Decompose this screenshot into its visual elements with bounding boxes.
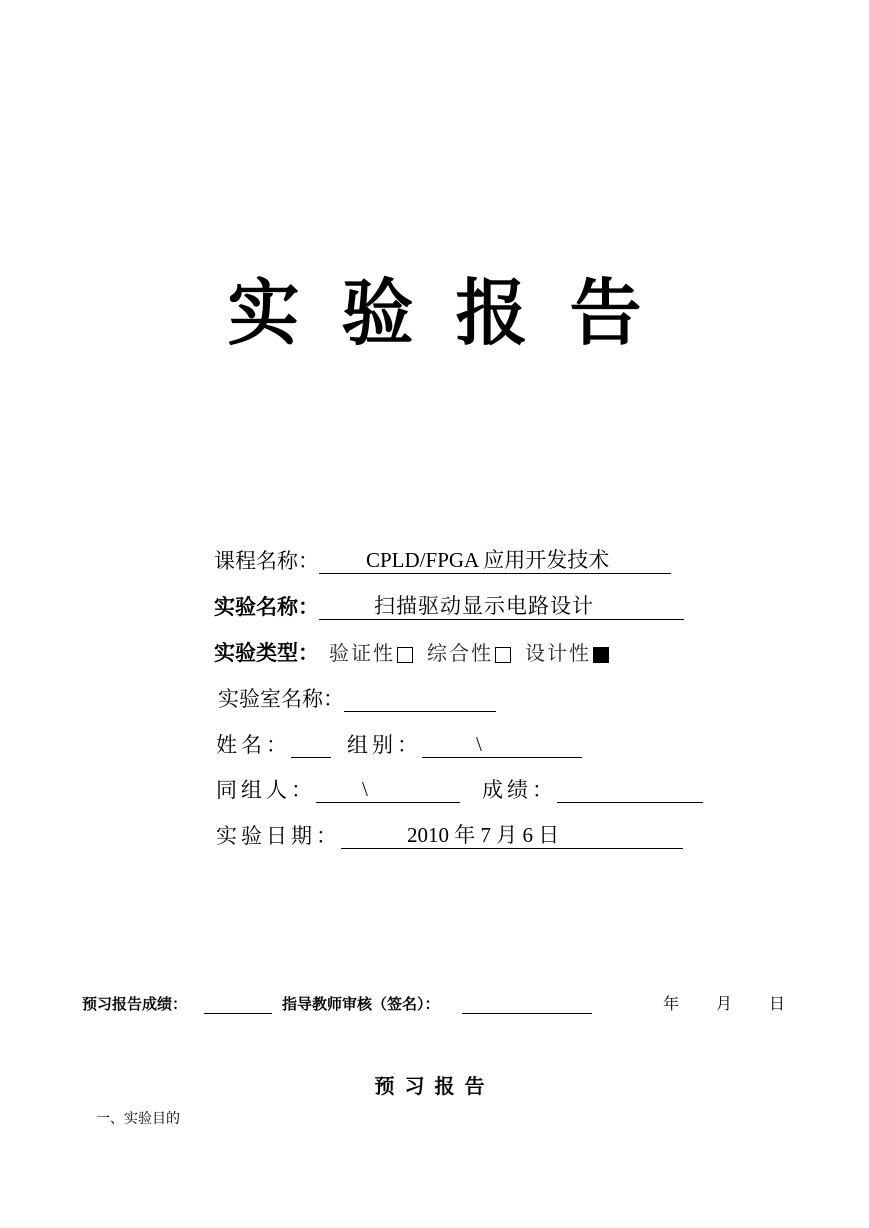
signoff-month: 月	[716, 994, 733, 1013]
lab-field[interactable]	[344, 685, 496, 712]
partner-label: 同组人：	[216, 778, 316, 802]
group-value: \	[476, 732, 482, 756]
name-group-row	[216, 728, 582, 758]
experiment-label: 实验名称：	[214, 595, 319, 619]
course-value: CPLD/FPGA 应用开发技术	[366, 548, 610, 572]
lab-label: 实验室名称：	[218, 687, 344, 711]
experiment-row	[214, 590, 684, 620]
type-label: 实验类型：	[214, 641, 319, 665]
section-heading: 一、实验目的	[96, 1111, 180, 1127]
teacher-signature-field[interactable]	[462, 1012, 592, 1014]
date-field[interactable]	[341, 822, 683, 849]
date-value: 2010 年 7 月 6 日	[407, 823, 560, 847]
experiment-value: 扫描驱动显示电路设计	[374, 594, 594, 618]
date-label: 实验日期：	[216, 824, 341, 848]
type-option-label: 综合性	[427, 641, 493, 665]
type-row	[214, 636, 615, 666]
course-row	[214, 544, 671, 574]
type-option-label: 设计性	[525, 641, 591, 665]
name-field[interactable]	[291, 731, 331, 758]
checkbox-filled-icon	[593, 647, 609, 663]
group-field[interactable]	[422, 731, 582, 758]
prep-report-heading: 预习报告	[374, 1074, 495, 1098]
signoff-day: 日	[769, 994, 786, 1013]
score-field[interactable]	[557, 776, 703, 803]
experiment-field[interactable]	[319, 593, 684, 620]
teacher-label: 指导教师审核（签名）：	[282, 995, 440, 1013]
report-title	[0, 268, 869, 358]
group-label: 组别：	[347, 733, 422, 757]
lab-row	[218, 682, 496, 712]
date-row	[216, 819, 683, 849]
signoff-year: 年	[663, 994, 680, 1013]
type-option-comprehensive[interactable]	[427, 640, 517, 666]
checkbox-empty-icon	[495, 647, 511, 663]
name-label: 姓名：	[216, 733, 291, 757]
type-option-label: 验证性	[329, 641, 395, 665]
title-char: 报	[455, 271, 528, 355]
checkbox-empty-icon	[397, 647, 413, 663]
partner-score-row	[216, 773, 703, 803]
partner-field[interactable]	[316, 776, 460, 803]
signoff-row	[82, 993, 802, 1017]
prep-score-field[interactable]	[204, 1012, 272, 1014]
prep-score-label: 预习报告成绩：	[82, 995, 188, 1013]
type-option-verify[interactable]	[329, 640, 419, 666]
course-label: 课程名称：	[214, 549, 319, 573]
score-label: 成绩：	[482, 778, 557, 802]
title-char: 实	[227, 271, 300, 355]
partner-value: \	[362, 777, 368, 801]
title-char: 验	[341, 271, 414, 355]
course-field[interactable]	[319, 547, 671, 574]
title-char: 告	[569, 271, 642, 355]
type-option-design[interactable]	[525, 640, 615, 666]
